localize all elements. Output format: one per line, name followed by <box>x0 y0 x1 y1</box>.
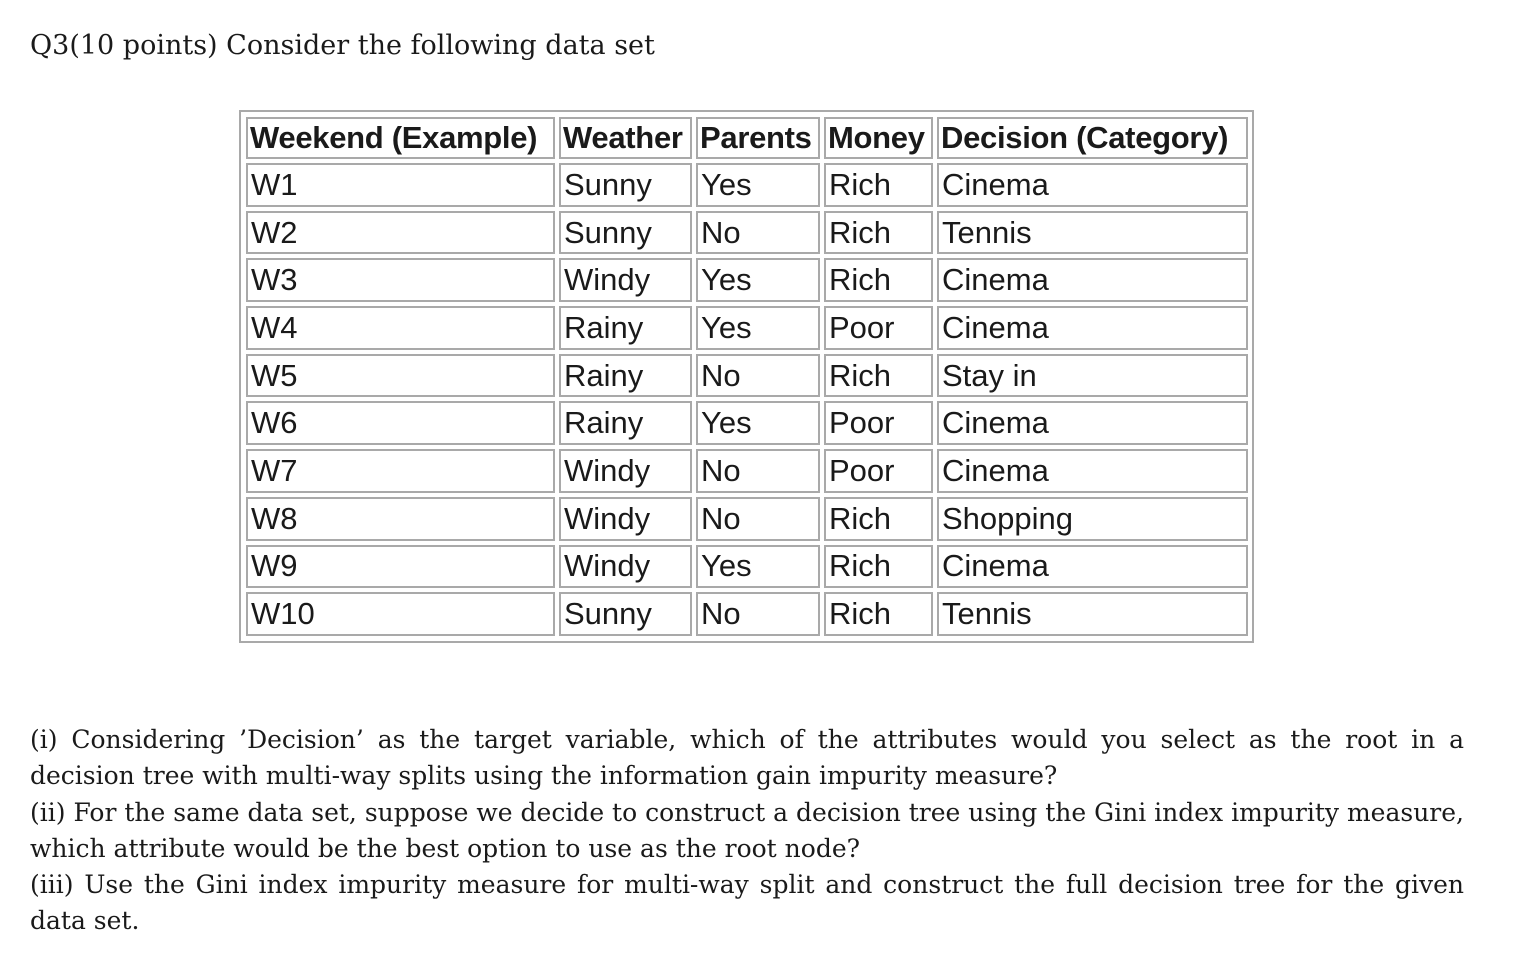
table-row <box>246 354 1248 398</box>
cell-parents: Yes <box>696 163 820 207</box>
question-part-i: (i) Considering ’Decision’ as the target variable, which of the attributes would you select as the root in a decision tree with multi-way splits using the information gain impurity measure? <box>30 725 1464 791</box>
table-row <box>246 401 1248 445</box>
dataset-table <box>242 113 1252 640</box>
table-row <box>246 211 1248 255</box>
question-heading: Q3(10 points) Consider the following data set <box>30 30 655 61</box>
cell-money: Poor <box>824 401 933 445</box>
cell-decision: Tennis <box>937 211 1248 255</box>
cell-weekend: W10 <box>246 592 555 636</box>
cell-money: Poor <box>824 449 933 493</box>
cell-money: Rich <box>824 163 933 207</box>
cell-decision: Shopping <box>937 497 1248 541</box>
column-header-parents: Parents <box>696 117 820 159</box>
cell-decision: Cinema <box>937 401 1248 445</box>
table-row <box>246 306 1248 350</box>
table-row <box>246 449 1248 493</box>
cell-decision: Tennis <box>937 592 1248 636</box>
cell-weekend: W4 <box>246 306 555 350</box>
cell-money: Rich <box>824 497 933 541</box>
cell-parents: No <box>696 592 820 636</box>
cell-decision: Cinema <box>937 545 1248 589</box>
cell-weather: Rainy <box>559 354 692 398</box>
cell-parents: No <box>696 211 820 255</box>
cell-weather: Sunny <box>559 211 692 255</box>
cell-weekend: W3 <box>246 258 555 302</box>
cell-weekend: W2 <box>246 211 555 255</box>
cell-decision: Cinema <box>937 258 1248 302</box>
column-header-decision: Decision (Category) <box>937 117 1248 159</box>
cell-parents: Yes <box>696 306 820 350</box>
dataset-table-frame <box>239 110 1254 643</box>
cell-weather: Windy <box>559 449 692 493</box>
cell-weekend: W7 <box>246 449 555 493</box>
cell-parents: No <box>696 449 820 493</box>
table-row <box>246 163 1248 207</box>
cell-weather: Rainy <box>559 306 692 350</box>
cell-weather: Sunny <box>559 592 692 636</box>
question-part-iii: (iii) Use the Gini index impurity measure for multi-way split and construct the full decision tree for the given data set. <box>30 870 1464 936</box>
cell-parents: No <box>696 497 820 541</box>
cell-money: Rich <box>824 545 933 589</box>
cell-money: Rich <box>824 592 933 636</box>
cell-weekend: W1 <box>246 163 555 207</box>
cell-decision: Cinema <box>937 449 1248 493</box>
cell-parents: No <box>696 354 820 398</box>
cell-weather: Windy <box>559 258 692 302</box>
cell-weekend: W5 <box>246 354 555 398</box>
cell-weather: Rainy <box>559 401 692 445</box>
cell-parents: Yes <box>696 545 820 589</box>
cell-weekend: W8 <box>246 497 555 541</box>
table-header-row <box>246 117 1248 159</box>
cell-parents: Yes <box>696 401 820 445</box>
cell-money: Poor <box>824 306 933 350</box>
cell-decision: Cinema <box>937 306 1248 350</box>
table-row <box>246 258 1248 302</box>
column-header-weekend: Weekend (Example) <box>246 117 555 159</box>
cell-money: Rich <box>824 354 933 398</box>
column-header-money: Money <box>824 117 933 159</box>
column-header-weather: Weather <box>559 117 692 159</box>
cell-weekend: W9 <box>246 545 555 589</box>
cell-weather: Sunny <box>559 163 692 207</box>
cell-decision: Stay in <box>937 354 1248 398</box>
cell-weather: Windy <box>559 497 692 541</box>
cell-money: Rich <box>824 258 933 302</box>
question-parts <box>30 722 1464 940</box>
table-row <box>246 497 1248 541</box>
cell-weather: Windy <box>559 545 692 589</box>
question-part-ii: (ii) For the same data set, suppose we decide to construct a decision tree using the Gini index impurity measure, which attribute would be the best option to use as the root node? <box>30 797 1464 863</box>
cell-weekend: W6 <box>246 401 555 445</box>
cell-decision: Cinema <box>937 163 1248 207</box>
cell-money: Rich <box>824 211 933 255</box>
table-row <box>246 545 1248 589</box>
table-row <box>246 592 1248 636</box>
cell-parents: Yes <box>696 258 820 302</box>
